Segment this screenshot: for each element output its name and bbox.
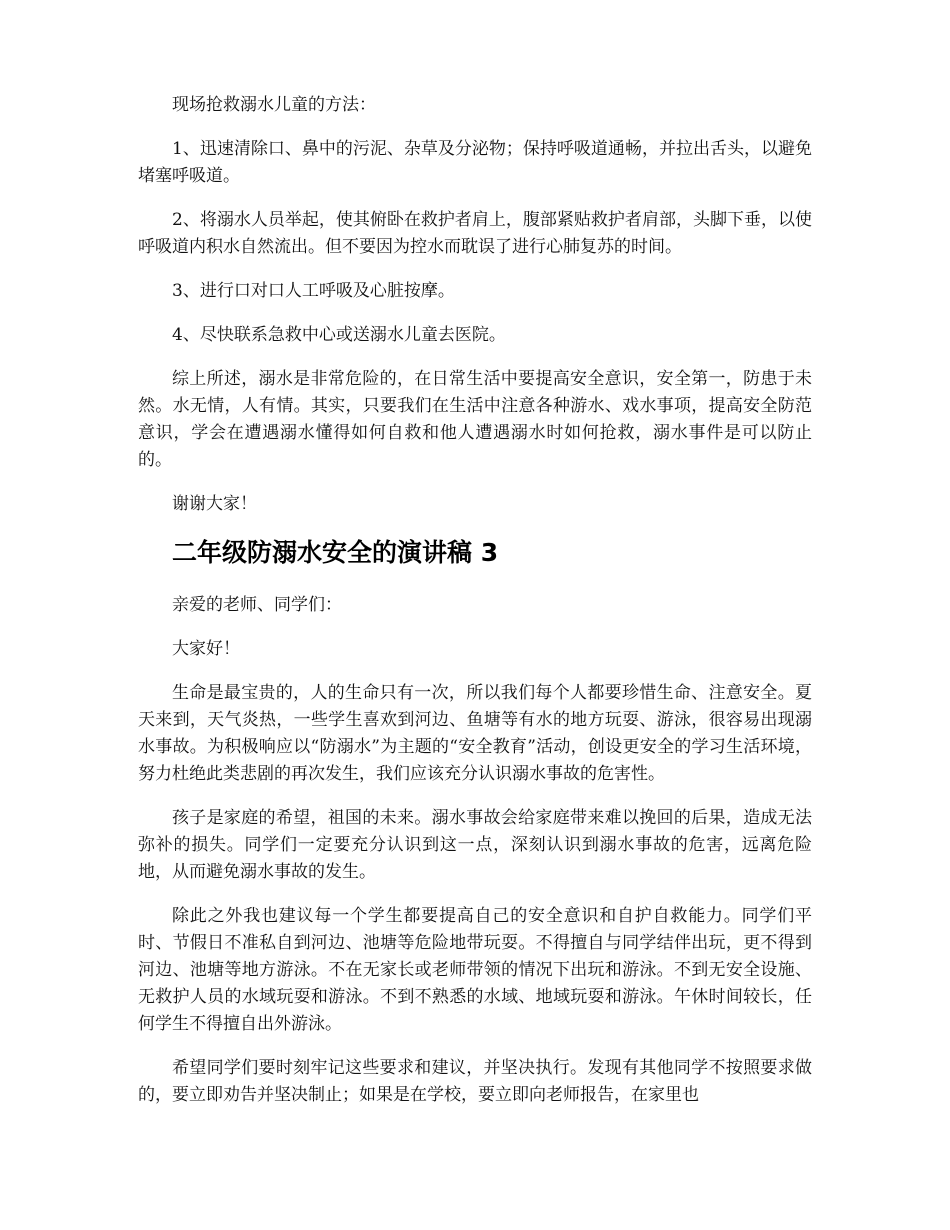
paragraph-body-2: 孩子是家庭的希望，祖国的未来。溺水事故会给家庭带来难以挽回的后果，造成无法弥补的损失。同学们一定要充分认识到这一点，深刻认识到溺水事故的危害，远离危险地，从而避免溺水事故的发生。 [138,808,812,882]
paragraph-step-4: 4、尽快联系急救中心或送溺水儿童去医院。 [172,325,506,345]
paragraph-thanks: 谢谢大家！ [172,494,257,514]
document-page [138,92,812,1126]
paragraph-summary: 综上所述，溺水是非常危险的，在日常生活中要提高安全意识，安全第一，防患于未然。水无情，人有情。其实，只要我们在生活中注意各种游水、戏水事项，提高安全防范意识，学会在遭遇溺水懂得如何自救和他人遭遇溺水时如何抢救，溺水事件是可以防止的。 [138,369,812,470]
paragraph-intro: 现场抢救溺水儿童的方法： [172,95,376,115]
paragraph-step-3: 3、进行口对口人工呼吸及心脏按摩。 [172,281,455,301]
section-heading: 二年级防溺水安全的演讲稿 3 [172,538,499,567]
paragraph-step-1: 1、迅速清除口、鼻中的污泥、杂草及分泌物；保持呼吸道通畅，并拉出舌头，以避免堵塞呼吸道。 [138,139,812,186]
paragraph-body-3: 除此之外我也建议每一个学生都要提高自己的安全意识和自护自救能力。同学们平时、节假日不准私自到河边、池塘等危险地带玩耍。不得擅自与同学结伴出玩，更不得到河边、池塘等地方游泳。不在无家长或老师带领的情况下出玩和游泳。不到无安全设施、无救护人员的水域玩耍和游泳。不到不熟悉的水域、地域玩耍和游泳。午休时间较长，任何学生不得擅自出外游泳。 [138,906,812,1034]
paragraph-step-2: 2、将溺水人员举起，使其俯卧在救护者肩上，腹部紧贴救护者肩部，头脚下垂，以使呼吸道内积水自然流出。但不要因为控水而耽误了进行心肺复苏的时间。 [138,210,812,257]
paragraph-body-1: 生命是最宝贵的，人的生命只有一次，所以我们每个人都要珍惜生命、注意安全。夏天来到，天气炎热，一些学生喜欢到河边、鱼塘等有水的地方玩耍、游泳，很容易出现溺水事故。为积极响应以“防溺水”为主题的“安全教育”活动，创设更安全的学习生活环境，努力杜绝此类悲剧的再次发生，我们应该充分认识溺水事故的危害性。 [138,683,812,784]
paragraph-hello: 大家好！ [172,639,240,659]
paragraph-body-4: 希望同学们要时刻牢记这些要求和建议，并坚决执行。发现有其他同学不按照要求做的，要立即劝告并坚决制止；如果是在学校，要立即向老师报告，在家里也 [138,1058,812,1105]
paragraph-greeting: 亲爱的老师、同学们： [172,595,342,615]
